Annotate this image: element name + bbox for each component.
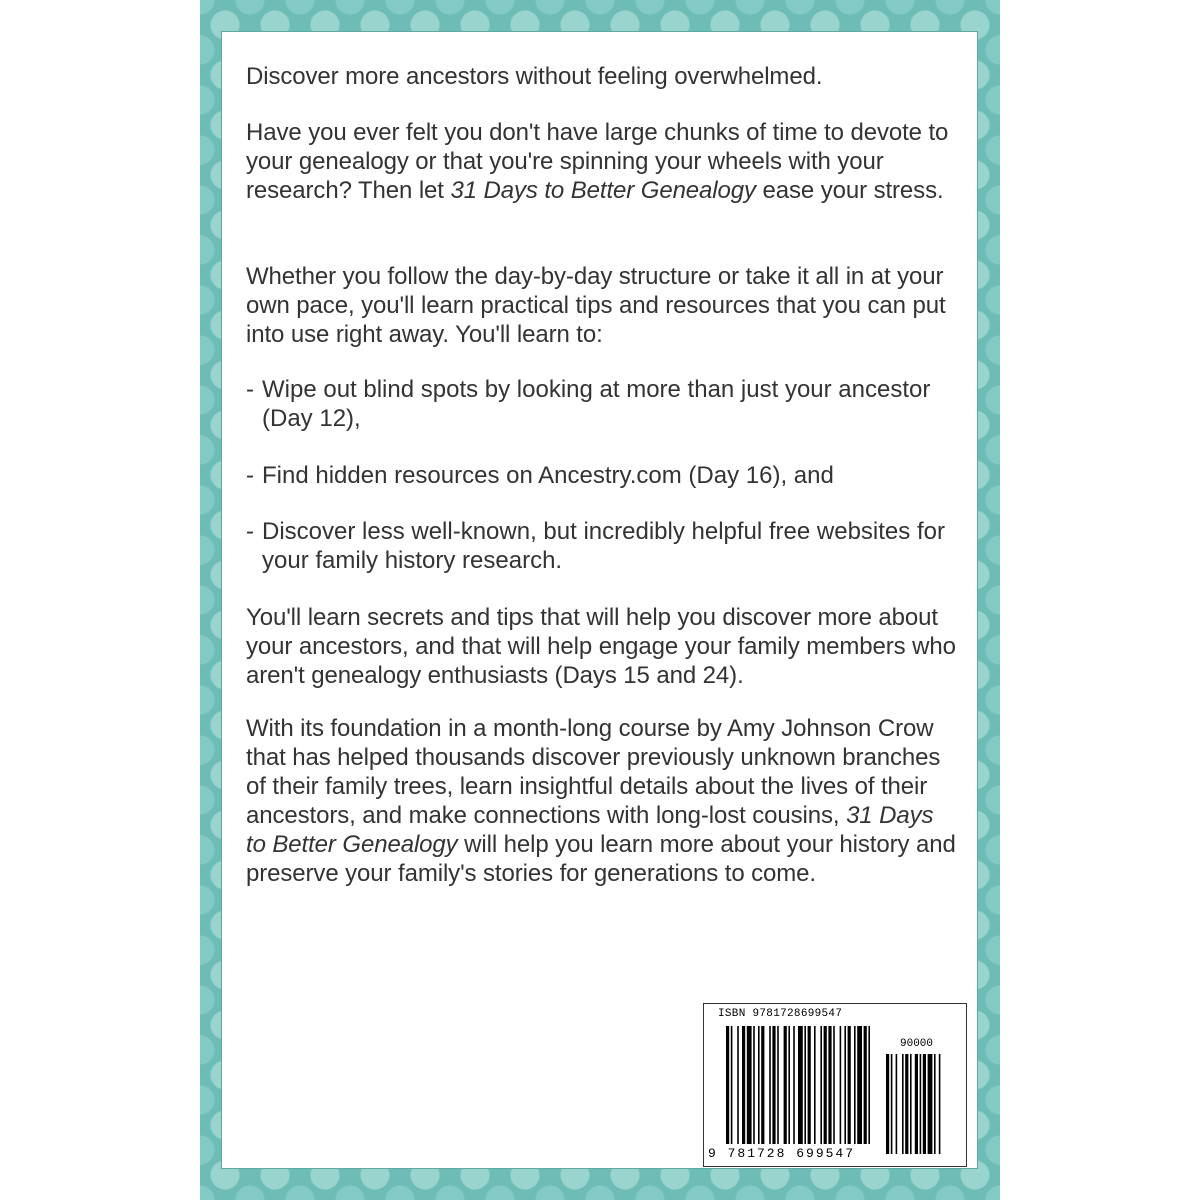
barcode-bar <box>864 1026 867 1144</box>
isbn-barcode <box>703 1003 967 1167</box>
question-text-end: ease your stress. <box>755 177 944 204</box>
foundation-paragraph <box>246 714 956 888</box>
addon-bar <box>928 1054 933 1154</box>
bullet-text: Find hidden resources on Ancestry.com (Day 16), and <box>262 462 834 489</box>
bullet-item <box>246 461 956 490</box>
barcode-bar <box>742 1026 745 1144</box>
addon-bar <box>891 1054 893 1154</box>
question-paragraph <box>246 118 956 205</box>
bullet-text: Wipe out blind spots by looking at more than just your ancestor (Day 12), <box>262 376 931 432</box>
addon-bar <box>886 1054 889 1154</box>
price-code: 90000 <box>900 1038 934 1050</box>
book-title: 31 Days to Better Genealogy <box>246 802 934 858</box>
isbn-label: ISBN 9781728699547 <box>718 1008 843 1020</box>
addon-bar <box>939 1054 941 1154</box>
barcode-bar <box>828 1026 831 1144</box>
barcode-bar <box>747 1026 752 1144</box>
barcode-bar <box>808 1026 811 1144</box>
barcode-bar <box>814 1026 816 1144</box>
addon-bar <box>920 1054 922 1154</box>
foundation-text-end: will help you learn more about your history and preserve your family's stories for generations to come. <box>246 831 956 887</box>
barcode-bar <box>820 1026 822 1144</box>
barcode-bar <box>731 1026 733 1144</box>
book-title: 31 Days to Better Genealogy <box>450 177 756 204</box>
bullet-item <box>246 517 956 575</box>
bullet-marker: - <box>246 462 254 489</box>
barcode-bar <box>804 1026 806 1144</box>
barcode-bar <box>737 1026 739 1144</box>
barcode-bar <box>848 1026 851 1144</box>
barcode-bar <box>788 1026 790 1144</box>
addon-bar <box>923 1054 926 1154</box>
barcode-bar <box>824 1026 827 1144</box>
barcode-bar <box>777 1026 779 1144</box>
barcode-bar <box>844 1026 846 1144</box>
barcode-bar <box>761 1026 764 1144</box>
barcode-bar <box>854 1026 856 1144</box>
foundation-text: With its foundation in a month-long course by Amy Johnson Crow that has helped thousands discover previously unknown branches of their family trees, learn insightful details about the lives of their ancestors, and make connections with long-lost cousins, <box>246 715 941 829</box>
barcode-bar <box>726 1026 729 1144</box>
ean-digits: 9 781728 699547 <box>708 1146 856 1161</box>
barcode-bar <box>758 1026 760 1144</box>
barcode-bar <box>798 1026 803 1144</box>
barcode-bars <box>704 1004 966 1166</box>
addon-bar <box>934 1054 936 1154</box>
addon-bar <box>902 1054 904 1154</box>
bullet-text: Discover less well-known, but incredibly helpful free websites for your family history research. <box>262 518 945 574</box>
barcode-bar <box>840 1026 842 1144</box>
bullet-marker: - <box>246 518 254 545</box>
question-text: Have you ever felt you don't have large chunks of time to devote to your genealogy or that you're spinning your wheels with your research? Then let <box>246 119 949 204</box>
addon-bar <box>910 1054 912 1154</box>
barcode-bar <box>857 1026 862 1144</box>
secrets-paragraph: You'll learn secrets and tips that will help you discover more about your ancestors, and that will help engage your family members who aren't genealogy enthusiasts (Days 15 and 24). <box>246 604 956 689</box>
barcode-bar <box>793 1026 795 1144</box>
addon-bar <box>896 1054 898 1154</box>
barcode-bar <box>772 1026 775 1144</box>
structure-paragraph: Whether you follow the day-by-day structure or take it all in at your own pace, you'll learn practical tips and resources that you can put into use right away. You'll learn to: <box>246 263 946 348</box>
barcode-bar <box>784 1026 787 1144</box>
addon-bar <box>905 1054 908 1154</box>
bullet-item <box>246 375 956 433</box>
barcode-bar <box>868 1026 870 1144</box>
barcode-bar <box>753 1026 755 1144</box>
barcode-bar <box>833 1026 835 1144</box>
barcode-bar <box>769 1026 771 1144</box>
bullet-marker: - <box>246 376 254 403</box>
addon-bar <box>915 1054 918 1154</box>
intro-paragraph: Discover more ancestors without feeling overwhelmed. <box>246 63 823 90</box>
